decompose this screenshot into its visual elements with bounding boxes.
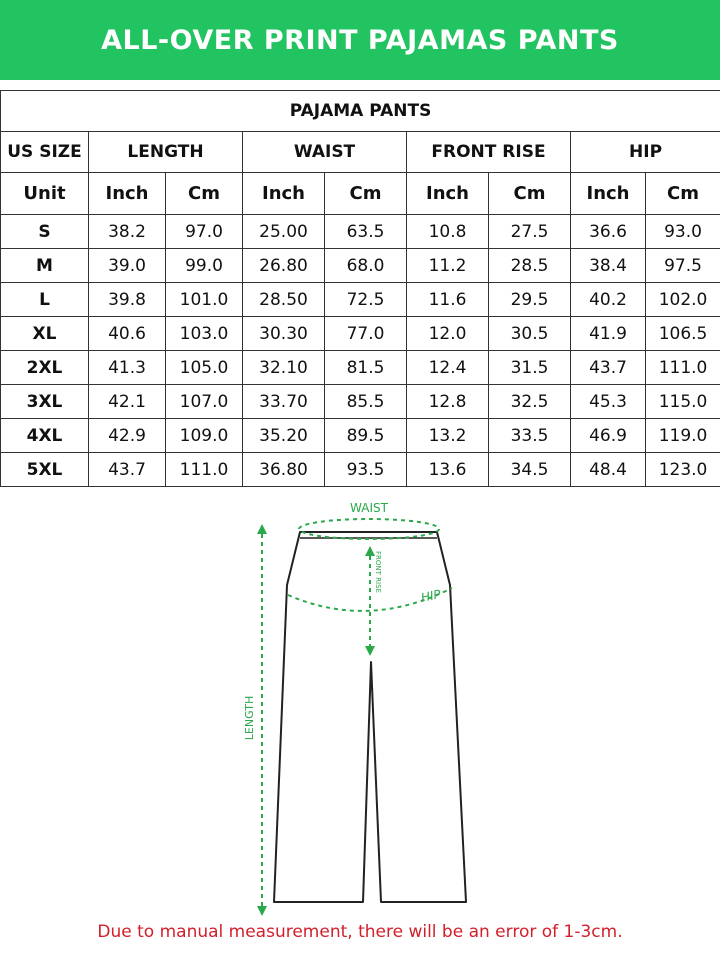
size-cell: 4XL xyxy=(1,419,89,453)
measurement-cell: 39.8 xyxy=(89,283,166,317)
size-cell: S xyxy=(1,215,89,249)
front-rise-label: FRONT RISE xyxy=(374,551,382,593)
table-row xyxy=(1,419,720,453)
measurement-cell: 10.8 xyxy=(407,215,489,249)
unit-header: Inch xyxy=(571,173,646,215)
unit-header: Inch xyxy=(89,173,166,215)
measurement-cell: 41.3 xyxy=(89,351,166,385)
measurement-cell: 12.4 xyxy=(407,351,489,385)
measurement-cell: 36.6 xyxy=(571,215,646,249)
unit-header: Cm xyxy=(646,173,720,215)
measurement-cell: 81.5 xyxy=(325,351,407,385)
length-group-header: LENGTH xyxy=(89,132,243,173)
pants-measurement-diagram xyxy=(0,490,720,920)
measurement-cell: 46.9 xyxy=(571,419,646,453)
measurement-cell: 40.6 xyxy=(89,317,166,351)
table-row xyxy=(1,385,720,419)
table-row xyxy=(1,249,720,283)
measurement-cell: 30.30 xyxy=(243,317,325,351)
measurement-cell: 99.0 xyxy=(166,249,243,283)
measurement-cell: 30.5 xyxy=(489,317,571,351)
measurement-cell: 119.0 xyxy=(646,419,720,453)
length-arrow-bottom-icon xyxy=(257,906,267,916)
table-title: PAJAMA PANTS xyxy=(1,91,720,132)
table-row xyxy=(1,351,720,385)
measurement-cell: 28.5 xyxy=(489,249,571,283)
measurement-cell: 97.5 xyxy=(646,249,720,283)
measurement-cell: 45.3 xyxy=(571,385,646,419)
measurement-cell: 34.5 xyxy=(489,453,571,487)
unit-header: Cm xyxy=(166,173,243,215)
measurement-cell: 68.0 xyxy=(325,249,407,283)
measurement-cell: 40.2 xyxy=(571,283,646,317)
size-cell: 5XL xyxy=(1,453,89,487)
size-column-header: US SIZE xyxy=(1,132,89,173)
unit-header: Inch xyxy=(407,173,489,215)
measurement-cell: 38.4 xyxy=(571,249,646,283)
hip-group-header: HIP xyxy=(571,132,720,173)
size-cell: L xyxy=(1,283,89,317)
page-title: ALL-OVER PRINT PAJAMAS PANTS xyxy=(101,24,619,56)
measurement-cell: 107.0 xyxy=(166,385,243,419)
measurement-cell: 12.0 xyxy=(407,317,489,351)
size-cell: XL xyxy=(1,317,89,351)
measurement-cell: 105.0 xyxy=(166,351,243,385)
measurement-cell: 39.0 xyxy=(89,249,166,283)
measurement-cell: 35.20 xyxy=(243,419,325,453)
measurement-cell: 111.0 xyxy=(646,351,720,385)
measurement-cell: 32.5 xyxy=(489,385,571,419)
measurement-cell: 85.5 xyxy=(325,385,407,419)
measurement-cell: 43.7 xyxy=(571,351,646,385)
measurement-cell: 11.2 xyxy=(407,249,489,283)
measurement-cell: 32.10 xyxy=(243,351,325,385)
unit-label: Unit xyxy=(1,173,89,215)
measurement-cell: 33.5 xyxy=(489,419,571,453)
hip-label: HIP xyxy=(419,587,443,605)
unit-header: Cm xyxy=(325,173,407,215)
header-banner xyxy=(0,0,720,80)
waist-label: WAIST xyxy=(350,501,388,515)
table-row xyxy=(1,215,720,249)
measurement-cell: 103.0 xyxy=(166,317,243,351)
measurement-cell: 27.5 xyxy=(489,215,571,249)
measurement-cell: 123.0 xyxy=(646,453,720,487)
table-row xyxy=(1,453,720,487)
length-arrow-top-icon xyxy=(257,524,267,534)
measurement-cell: 63.5 xyxy=(325,215,407,249)
measurement-cell: 28.50 xyxy=(243,283,325,317)
table-row xyxy=(1,317,720,351)
size-cell: 2XL xyxy=(1,351,89,385)
measurement-cell: 97.0 xyxy=(166,215,243,249)
waist-group-header: WAIST xyxy=(243,132,407,173)
unit-header: Cm xyxy=(489,173,571,215)
measurement-cell: 31.5 xyxy=(489,351,571,385)
measurement-cell: 11.6 xyxy=(407,283,489,317)
measurement-cell: 33.70 xyxy=(243,385,325,419)
measurement-cell: 25.00 xyxy=(243,215,325,249)
size-cell: M xyxy=(1,249,89,283)
size-cell: 3XL xyxy=(1,385,89,419)
size-chart-table xyxy=(0,90,720,487)
measurement-cell: 48.4 xyxy=(571,453,646,487)
measurement-cell: 26.80 xyxy=(243,249,325,283)
measurement-disclaimer: Due to manual measurement, there will be an error of 1-3cm. xyxy=(97,922,623,942)
measurement-cell: 38.2 xyxy=(89,215,166,249)
measurement-cell: 13.2 xyxy=(407,419,489,453)
measurement-cell: 42.1 xyxy=(89,385,166,419)
measurement-cell: 29.5 xyxy=(489,283,571,317)
measurement-cell: 109.0 xyxy=(166,419,243,453)
length-label: LENGTH xyxy=(243,695,256,741)
measurement-cell: 72.5 xyxy=(325,283,407,317)
measurement-cell: 93.0 xyxy=(646,215,720,249)
measurement-cell: 93.5 xyxy=(325,453,407,487)
measurement-cell: 77.0 xyxy=(325,317,407,351)
measurement-cell: 106.5 xyxy=(646,317,720,351)
measurement-cell: 36.80 xyxy=(243,453,325,487)
measurement-cell: 101.0 xyxy=(166,283,243,317)
measurement-cell: 89.5 xyxy=(325,419,407,453)
measurement-cell: 43.7 xyxy=(89,453,166,487)
measurement-cell: 42.9 xyxy=(89,419,166,453)
measurement-cell: 12.8 xyxy=(407,385,489,419)
unit-header: Inch xyxy=(243,173,325,215)
table-row xyxy=(1,283,720,317)
measurement-cell: 115.0 xyxy=(646,385,720,419)
measurement-cell: 111.0 xyxy=(166,453,243,487)
measurement-cell: 13.6 xyxy=(407,453,489,487)
measurement-cell: 41.9 xyxy=(571,317,646,351)
measurement-cell: 102.0 xyxy=(646,283,720,317)
front-rise-group-header: FRONT RISE xyxy=(407,132,571,173)
